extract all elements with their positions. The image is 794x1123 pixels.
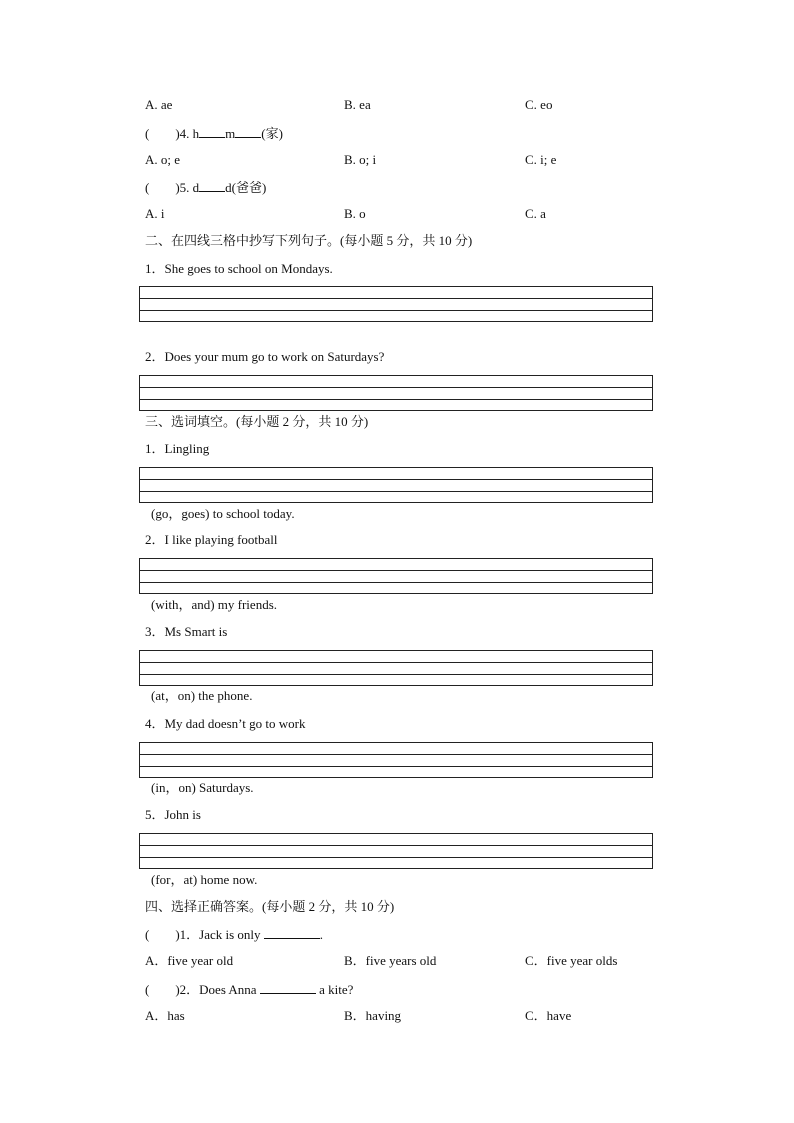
blank — [199, 125, 225, 138]
four-line-grid — [139, 375, 653, 411]
question-text-end: . — [319, 927, 324, 942]
four-line-grid — [139, 467, 653, 503]
section-3-item-1-choices: (go，goes) to school today. — [151, 506, 295, 521]
section-3-item-2-choices: (with，and) my friends. — [151, 597, 278, 612]
option-a: A. ae — [145, 97, 173, 112]
section-3-item-5-stem: 5．John is — [145, 807, 201, 822]
question-5-stem: ( )5. d — [145, 180, 200, 195]
four-line-grid — [139, 742, 653, 778]
four-line-grid — [139, 650, 653, 686]
four-line-grid — [139, 833, 653, 869]
section-4-question-1 — [145, 926, 323, 943]
section-3-item-4-stem: 4．My dad doesn’t go to work — [145, 716, 306, 731]
section-3-item-2-stem: 2．I like playing football — [145, 532, 278, 547]
option-b: B. ea — [344, 97, 371, 112]
section-2-heading: 二、在四线三格中抄写下列句子。(每小题 5 分，共 10 分) — [145, 233, 473, 248]
section-3-item-3-stem: 3．Ms Smart is — [145, 624, 228, 639]
question-4-stem: ( )4. h — [145, 126, 200, 141]
option-b: B．five years old — [344, 953, 437, 968]
blank — [260, 981, 316, 994]
question-text-end: a kite? — [315, 982, 354, 997]
question-4 — [145, 125, 283, 142]
option-a: A．has — [145, 1008, 185, 1023]
section-3-item-5-choices: (for，at) home now. — [151, 872, 258, 887]
option-b: B．having — [344, 1008, 402, 1023]
section-3-item-4-choices: (in，on) Saturdays. — [151, 780, 254, 795]
question-5-hint: d(爸爸) — [225, 180, 267, 195]
option-a: A．five year old — [145, 953, 234, 968]
question-4-mid: m — [225, 126, 236, 141]
question-text: ( )1．Jack is only — [145, 927, 264, 942]
four-line-grid — [139, 558, 653, 594]
section-3-item-3-choices: (at，on) the phone. — [151, 688, 253, 703]
four-line-grid — [139, 286, 653, 322]
section-4-question-2 — [145, 981, 353, 998]
question-5 — [145, 179, 266, 196]
option-a: A. i — [145, 206, 165, 221]
section-3-item-1-stem: 1．Lingling — [145, 441, 210, 456]
option-b: B. o; i — [344, 152, 377, 167]
option-a: A. o; e — [145, 152, 181, 167]
option-c: C. a — [525, 206, 546, 221]
option-c: C. i; e — [525, 152, 557, 167]
blank — [235, 125, 261, 138]
option-c: C．have — [525, 1008, 572, 1023]
option-c: C．five year olds — [525, 953, 618, 968]
section-2-item-2: 2．Does your mum go to work on Saturdays? — [145, 349, 385, 364]
option-c: C. eo — [525, 97, 553, 112]
option-b: B. o — [344, 206, 366, 221]
section-2-item-1: 1．She goes to school on Mondays. — [145, 261, 333, 276]
blank — [199, 179, 225, 192]
question-text: ( )2．Does Anna — [145, 982, 260, 997]
blank — [264, 926, 320, 939]
section-4-heading: 四、选择正确答案。(每小题 2 分，共 10 分) — [145, 899, 395, 914]
question-4-hint: (家) — [261, 126, 283, 141]
section-3-heading: 三、选词填空。(每小题 2 分，共 10 分) — [145, 414, 369, 429]
